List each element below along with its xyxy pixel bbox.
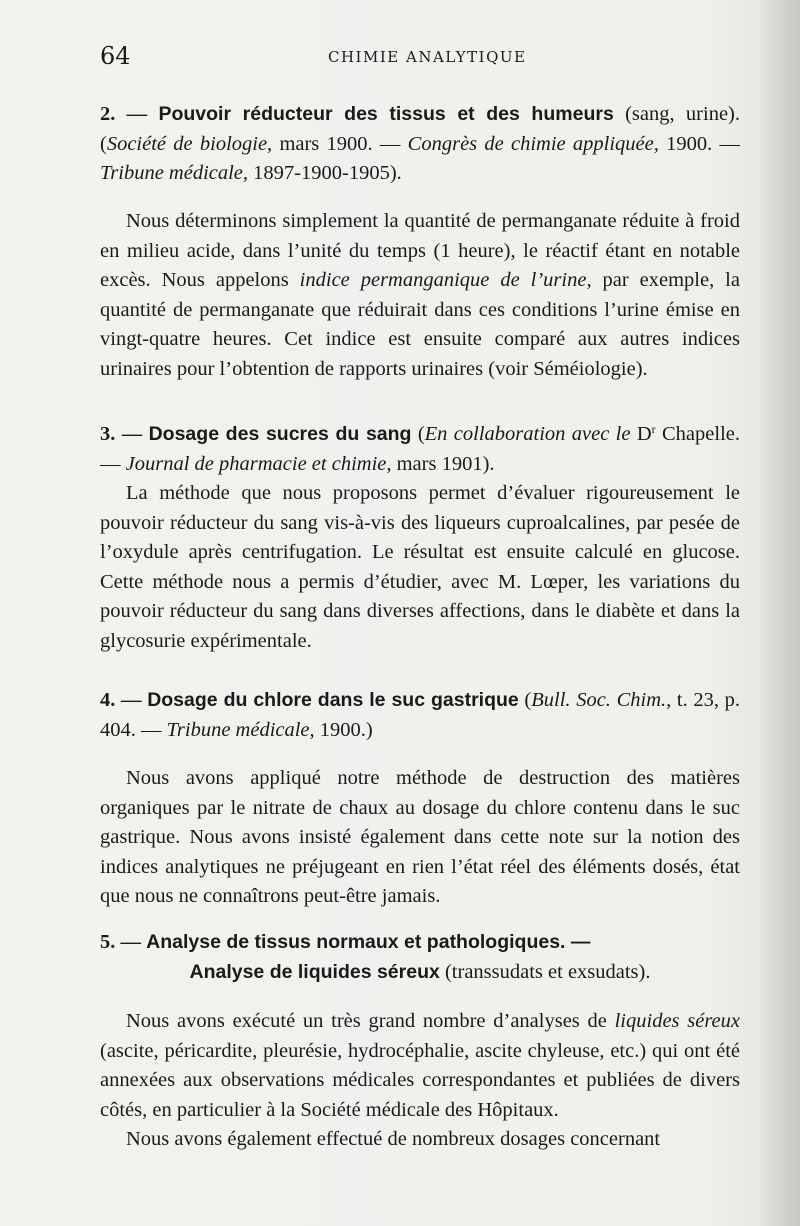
section-5-title: Analyse de tissus normaux et pathologiques. —	[146, 931, 591, 953]
section-3-title: Dosage des sucres du sang	[148, 423, 412, 445]
section-3	[100, 420, 740, 656]
section-4	[100, 686, 740, 745]
section-4-heading: 4. — Dosage du chlore dans le suc gastrique (Bull. Soc. Chim., t. 23, p. 404. — Tribune médicale, 1900.)	[100, 689, 741, 741]
page-number: 64	[100, 42, 131, 70]
section-3-heading: 3. — Dosage des sucres du sang (En collaboration avec le $D^r$ Chapelle. — Journal de pharmacie et chimie, mars 1901).	[100, 422, 740, 475]
section-5	[100, 928, 740, 987]
paragraph: Nous avons exécuté un très grand nombre d’analyses de liquides séreux (ascite, péricardite, pleurésie, hydrocéphalie, ascite chyleuse, etc.) qui ont été annexées aux observations médicales correspondantes et publiées de divers côtés, en particulier à la Société médicale des Hôpitaux.	[100, 1010, 741, 1121]
section-2	[100, 100, 740, 189]
paragraph: Nous avons également effectué de nombreux dosages concernant	[126, 1128, 661, 1150]
section-4-body	[100, 764, 740, 912]
section-2-heading: 2. — Pouvoir réducteur des tissus et des humeurs (sang, urine). (Société de biologie, mars 1900. — Congrès de chimie appliquée, 1900. — Tribune médicale, 1897-1900-1905).	[100, 103, 741, 184]
section-5-subheading: Analyse de liquides séreux (transsudats et exsudats).	[189, 960, 651, 983]
paragraph: Nous déterminons simplement la quantité de permanganate réduite à froid en milieu acide, dans l’unité du temps (1 heure), le réactif étant en notable excès. Nous appelons indice permanganique de l’urine, par exemple, la quantité de permanganate que réduirait dans ces conditions l’urine émise en vingt-quatre heures. Cet indice est ensuite comparé aux autres indices urinaires pour l’obtention de rapports urinaires (voir Séméiologie).	[100, 210, 740, 380]
page-header	[100, 42, 740, 74]
section-5-heading: 5. — Analyse de tissus normaux et pathologiques. —	[100, 931, 591, 953]
section-5-body	[100, 1007, 740, 1155]
paragraph: Nous avons appliqué notre méthode de destruction des matières organiques par le nitrate de chaux au dosage du chlore contenu dans le suc gastrique. Nous avons insisté également dans cette note sur la notion des indices analytiques ne préjugeant en rien l’état réel des éléments dosés, état que nous ne connaîtrons peut-être jamais.	[100, 767, 740, 907]
section-2-title: Pouvoir réducteur des tissus et des humeurs	[158, 103, 614, 125]
section-2-body	[100, 207, 740, 384]
running-title: CHIMIE ANALYTIQUE	[328, 48, 527, 66]
page-edge-shadow	[758, 0, 800, 1226]
section-4-title: Dosage du chlore dans le suc gastrique	[147, 689, 519, 711]
paragraph: La méthode que nous proposons permet d’évaluer rigoureusement le pouvoir réducteur du sang vis-à-vis des liqueurs cuproalcalines, par pesée de l’oxydule après centrifugation. Le résultat est ensuite calculé en glucose. Cette méthode nous a permis d’étudier, avec M. Lœper, les variations du pouvoir réducteur du sang dans diverses affections, dans le diabète et dans la glycosurie expérimentale.	[100, 482, 740, 652]
